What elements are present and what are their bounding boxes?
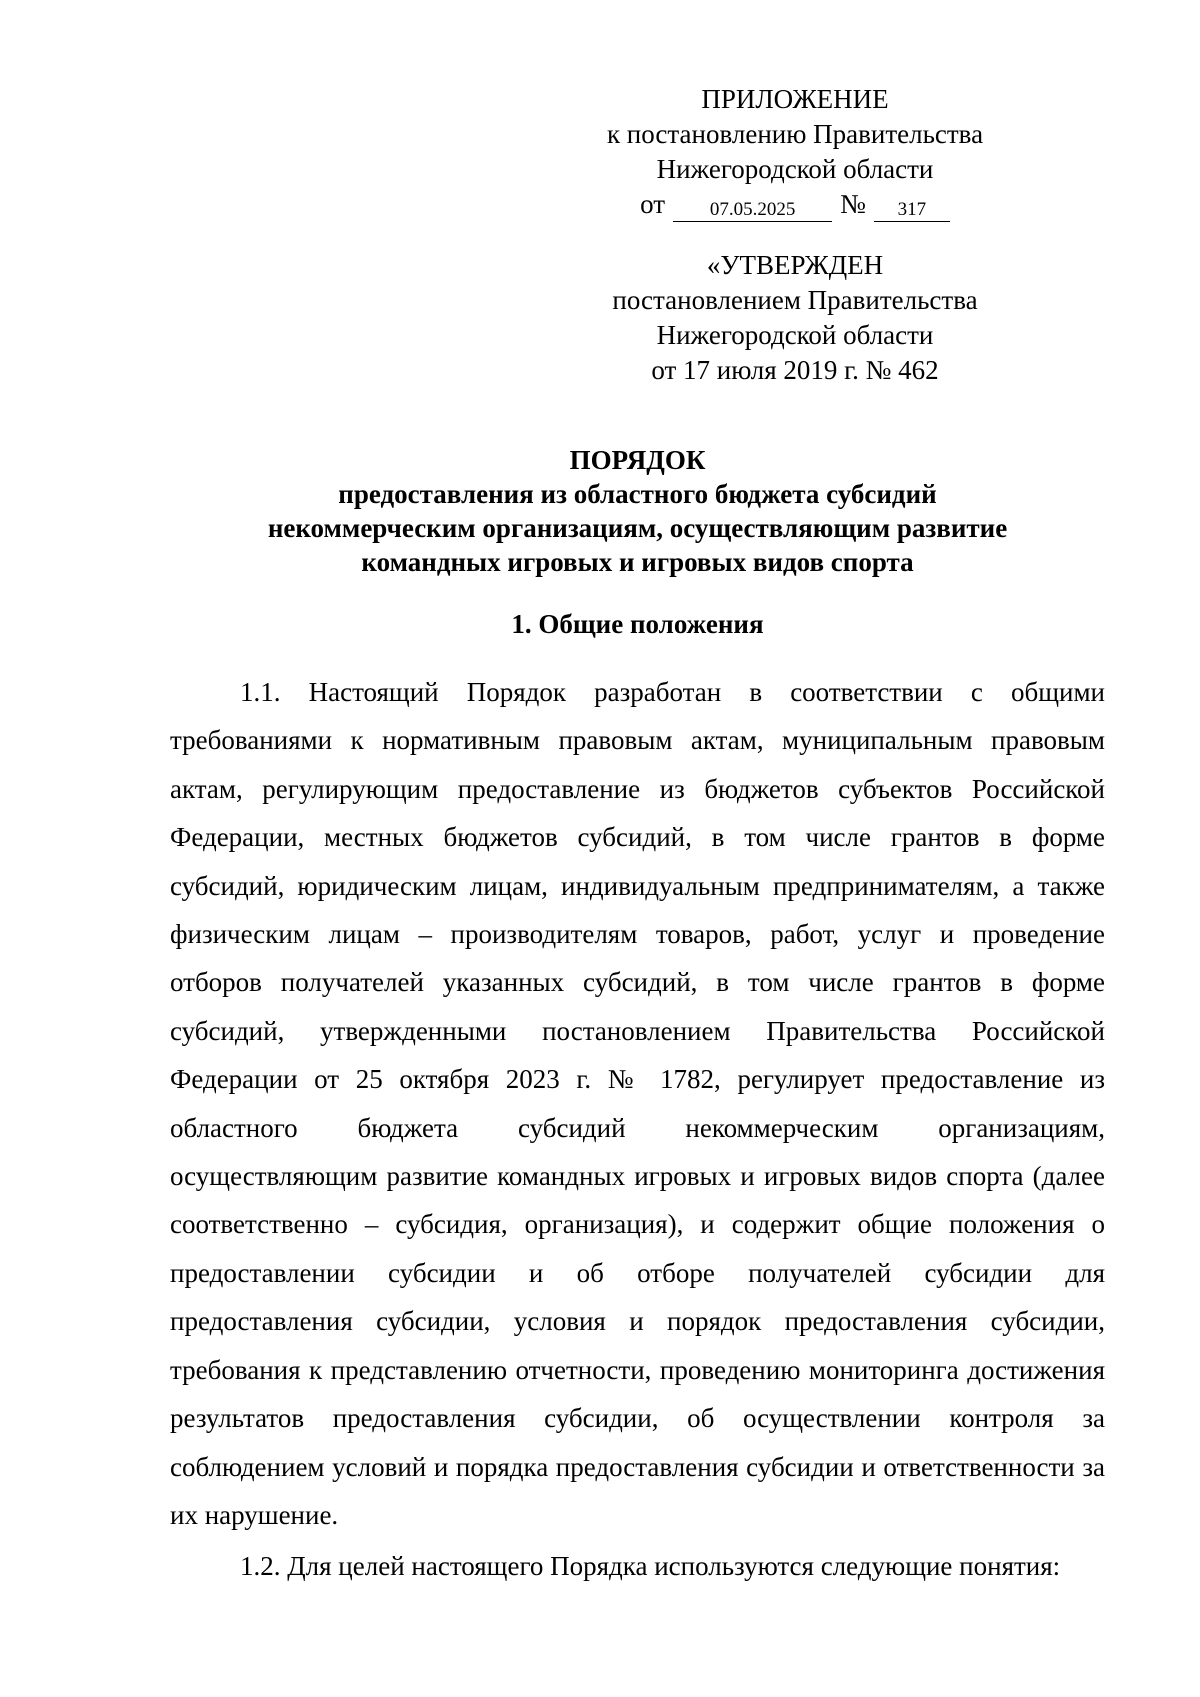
decree-date: 07.05.2025: [673, 199, 832, 222]
approved-line-3: от 17 июля 2019 г. № 462: [651, 355, 939, 385]
title-line-2: некоммерческим организациям, осуществляющим развитие: [267, 513, 1008, 543]
paragraph-1-1: 1.1. Настоящий Порядок разработан в соответствии с общими требованиями к нормативным правовым актам, муниципальным правовым актам, регулирующим предоставление из бюджетов субъектов Российской Федерации, местных бюджетов субсидий, в том числе грантов в форме субсидий, юридическим лицам, индивидуальным предпринимателям, а также физическим лицам – производителям товаров, работ, услуг и проведение отборов получателей указанных субсидий, в том числе грантов в форме субсидий, утвержденными постановлением Правительства Российской Федерации от 25 октября 2023 г. № 1782, регулирует предоставление из областного бюджета субсидий некоммерческим организациям, осуществляющим развитие командных игровых и игровых видов спорта (далее соответственно – субсидия, организация), и содержит общие положения о предоставлении субсидии и об отборе получателей субсидии для предоставления субсидии, условия и порядок предоставления субсидии, требования к представлению отчетности, проведению мониторинга достижения результатов предоставления субсидии, об осуществлении контроля за соблюдением условий и порядка предоставления субсидии и ответственности за их нарушение.: [170, 677, 1105, 1530]
appendix-title: ПРИЛОЖЕНИЕ: [701, 84, 889, 114]
section-body: [170, 668, 1105, 1591]
approved-block: [555, 248, 1035, 388]
document-title: [170, 443, 1105, 579]
title-line-1: предоставления из областного бюджета субсидий: [338, 479, 937, 509]
title-main: ПОРЯДОК: [569, 445, 706, 475]
appendix-block: [555, 82, 1035, 222]
approved-line-2: Нижегородской области: [656, 320, 934, 350]
approved-title: «УТВЕРЖДЕН: [706, 250, 884, 280]
appendix-line-2: Нижегородской области: [656, 154, 934, 184]
approved-line-1: постановлением Правительства: [612, 285, 978, 315]
decree-number: 317: [874, 199, 950, 222]
section-heading: 1. Общие положения: [511, 609, 764, 639]
title-line-3: командных игровых и игровых видов спорта: [361, 547, 914, 577]
from-label: от: [640, 189, 666, 219]
appendix-line-1: к постановлению Правительства: [606, 119, 984, 149]
appendix-date-line: [555, 187, 1035, 222]
number-label: №: [840, 189, 866, 219]
paragraph-1-2: 1.2. Для целей настоящего Порядка используются следующие понятия:: [240, 1551, 1061, 1582]
